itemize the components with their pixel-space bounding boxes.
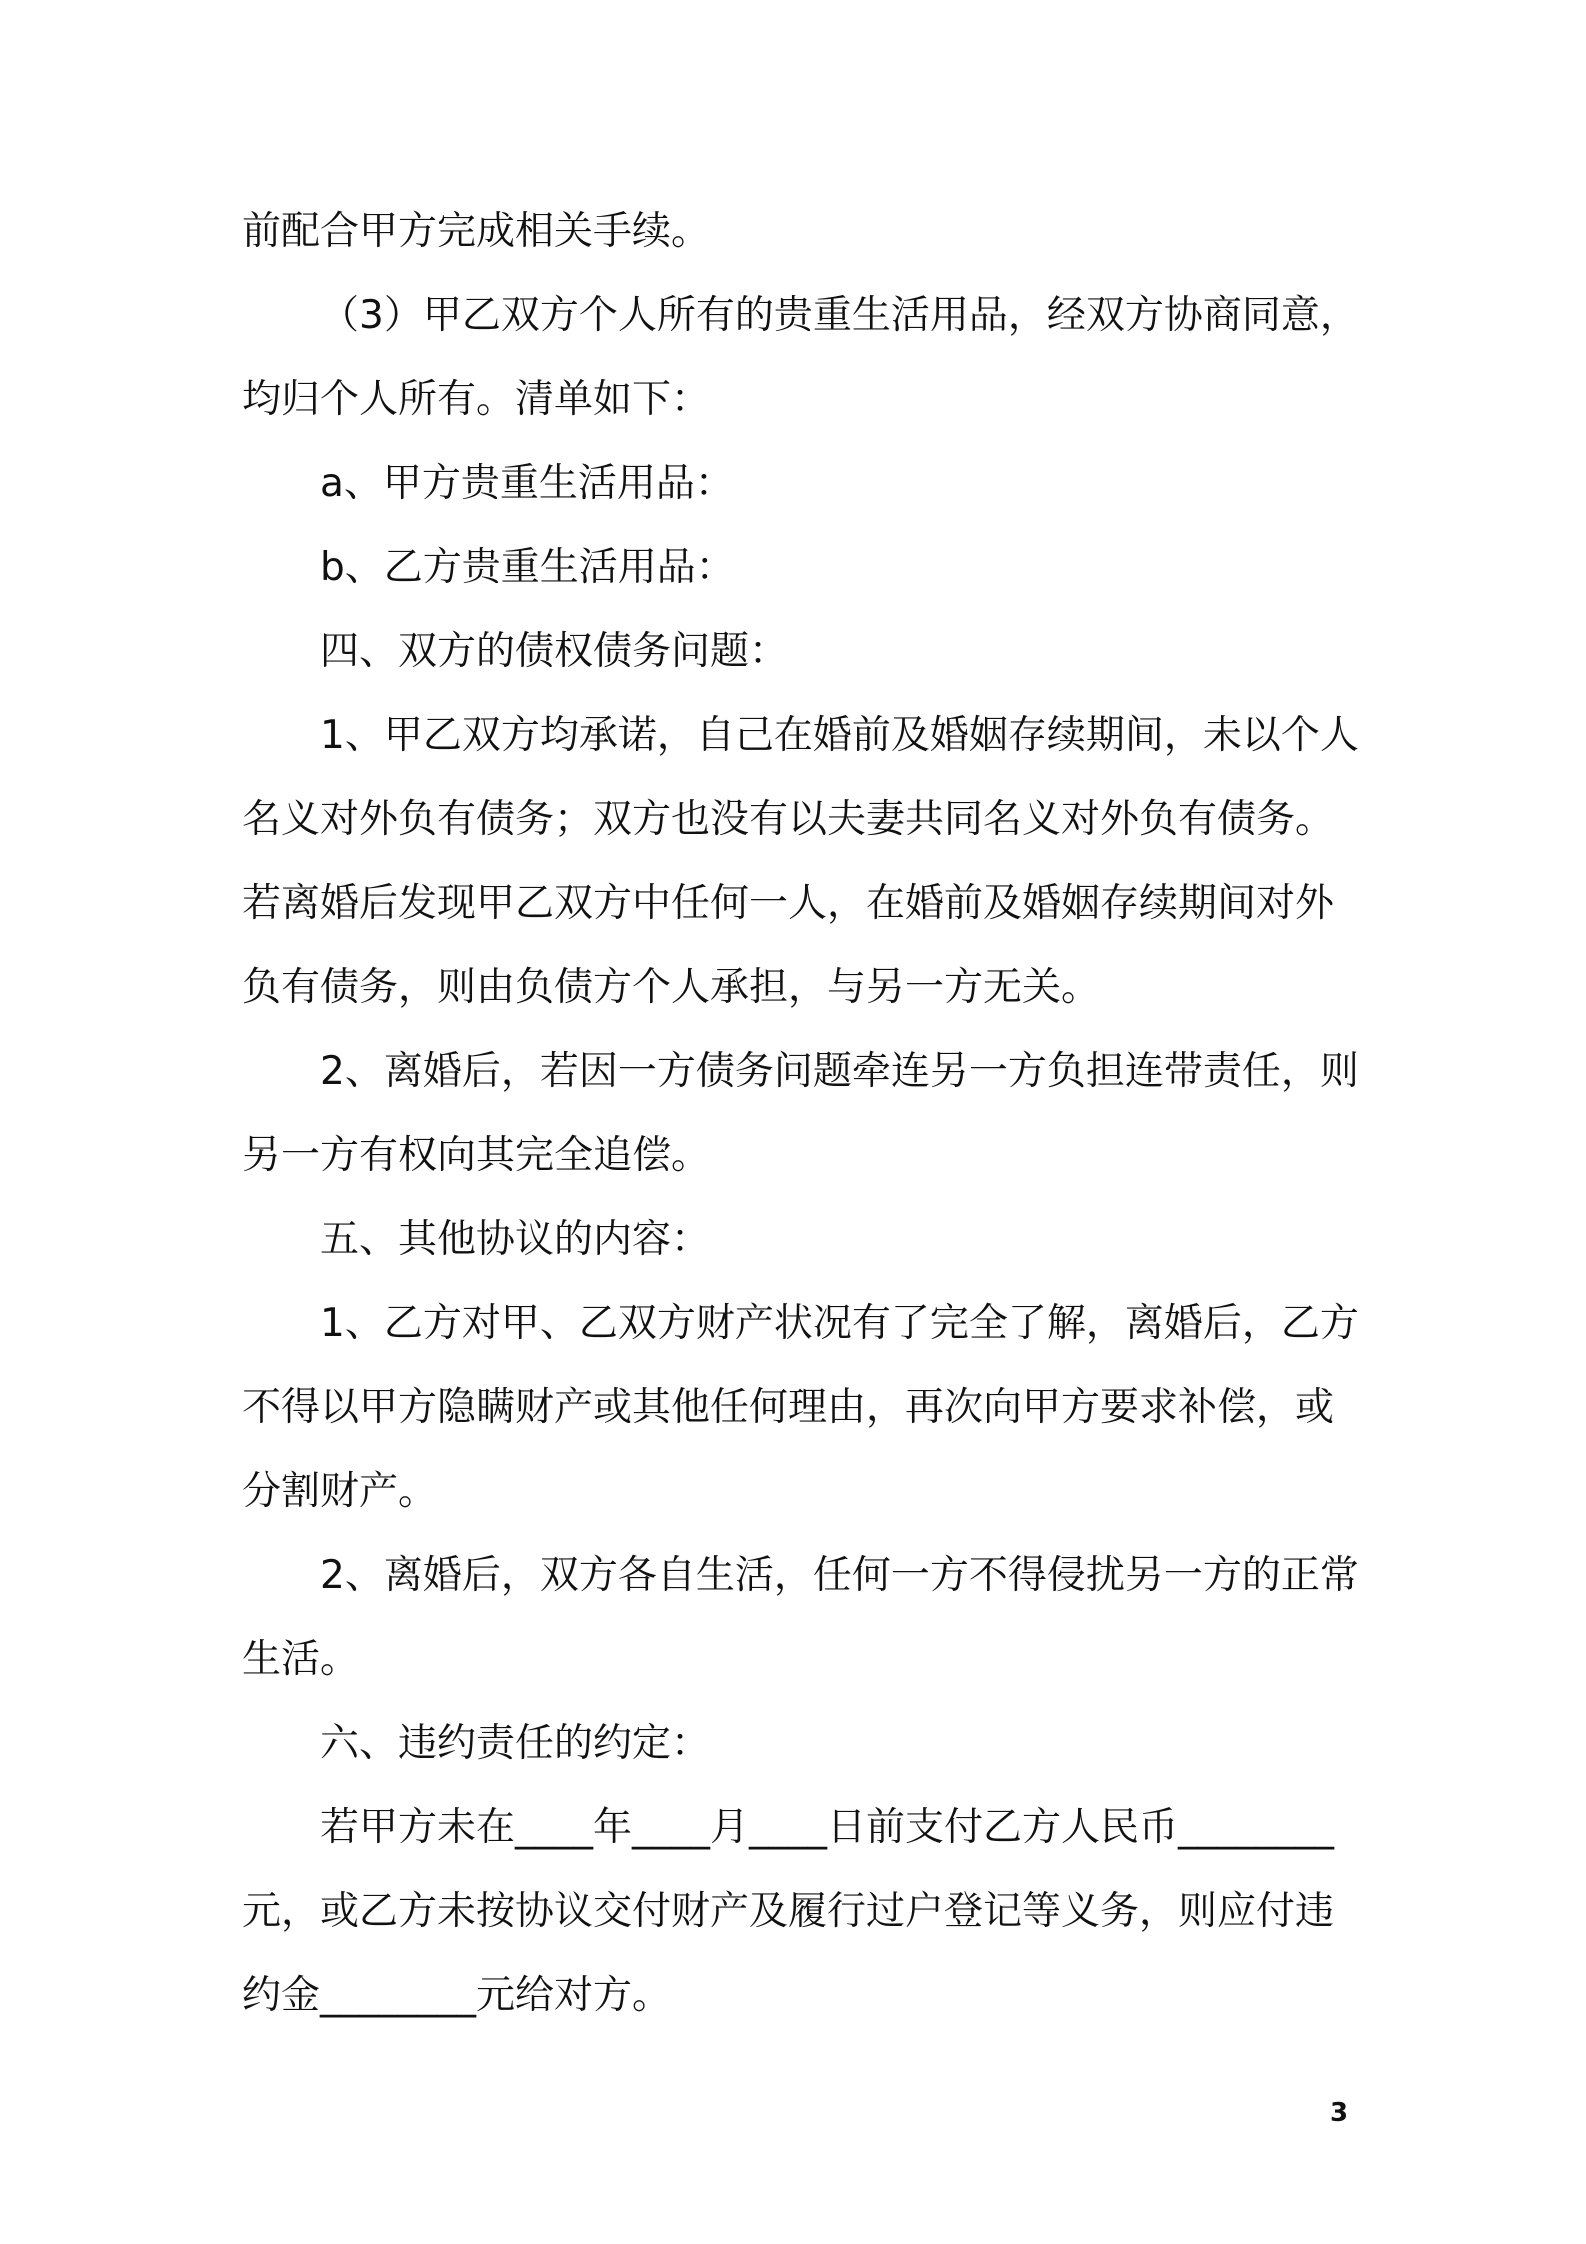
list-item-b: b、乙方贵重生活用品： [320,545,735,590]
section-heading-breach: 六、违约责任的约定： [320,1721,711,1766]
document-body [242,190,1362,2038]
paragraph-continuation: 前配合甲方完成相关手续。 [242,209,711,254]
paragraph-breach: 若甲方未在____年____月____日前支付乙方人民币________元，或乙方未按协议交付财产及履行过户登记等义务，则应付违约金________元给对方。 [242,1805,1335,2018]
page-number: 3 [1330,2098,1349,2128]
paragraph-other-1: 1、乙方对甲、乙双方财产状况有了完全了解，离婚后，乙方不得以甲方隐瞒财产或其他任何理由，再次向甲方要求补偿，或分割财产。 [242,1301,1359,1514]
paragraph-personal-items: （3）甲乙双方个人所有的贵重生活用品，经双方协商同意，均归个人所有。清单如下： [242,293,1359,422]
section-heading-debts: 四、双方的债权债务问题： [320,629,789,674]
paragraph-other-2: 2、离婚后，双方各自生活，任何一方不得侵扰另一方的正常生活。 [242,1553,1359,1682]
paragraph-debt-2: 2、离婚后，若因一方债务问题牵连另一方负担连带责任，则另一方有权向其完全追偿。 [242,1049,1359,1178]
section-heading-other: 五、其他协议的内容： [320,1217,711,1262]
list-item-a: a、甲方贵重生活用品： [320,461,734,506]
paragraph-debt-1: 1、甲乙双方均承诺，自己在婚前及婚姻存续期间，未以个人名义对外负有债务；双方也没有以夫妻共同名义对外负有债务。若离婚后发现甲乙双方中任何一人，在婚前及婚姻存续期间对外负有债务，则由负债方个人承担，与另一方无关。 [242,713,1359,1010]
